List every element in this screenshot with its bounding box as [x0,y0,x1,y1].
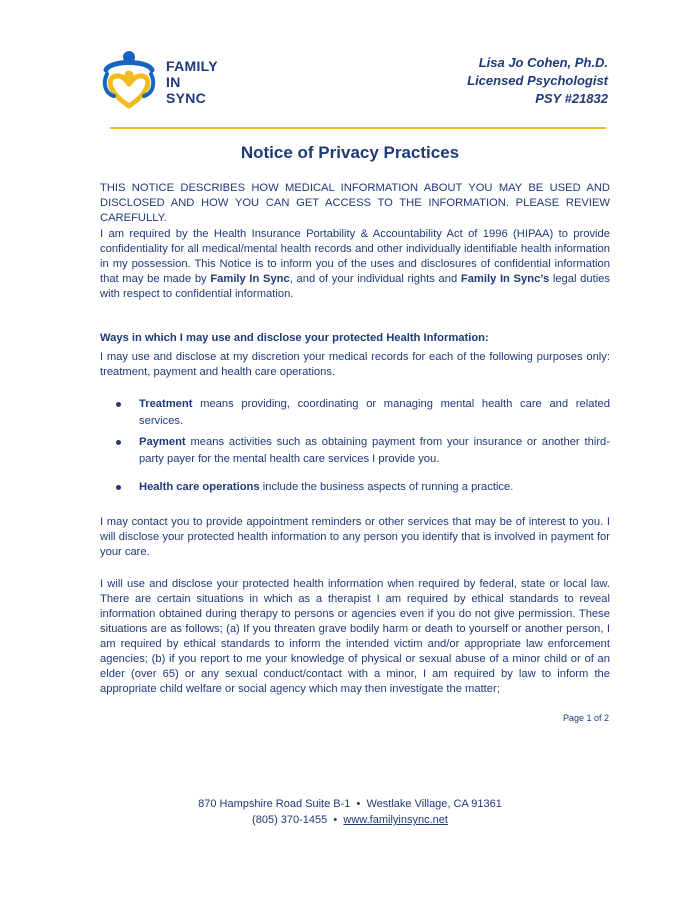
list-item-term: Payment [139,436,186,448]
bullet-icon [116,485,121,490]
bullet-icon [116,440,121,445]
logo-line-1: FAMILY [166,58,218,74]
purpose-paragraph: I may use and disclose at my discretion your medical records for each of the following purposes only: treatment, payment and health care operations. [100,351,610,378]
list-item-text: include the business aspects of running a practice. [259,481,514,493]
footer-phone: (805) 370-1455 [252,814,328,826]
footer-address-line [0,796,700,812]
hipaa-text-2: , and of your individual rights and [289,273,461,285]
provider-name: Lisa Jo Cohen, Ph.D. [478,55,608,70]
family-in-sync-logo [100,50,240,112]
provider-title: Licensed Psychologist [467,73,608,88]
provider-info [467,54,608,108]
page-number: Page 1 of 2 [562,713,609,723]
family-heart-logo-icon [100,50,162,112]
section-heading: Ways in which I may use and disclose your protected Health Information: [100,332,489,344]
list-item-text: means providing, coordinating or managing mental health care and related services. [139,398,610,427]
provider-license: PSY #21832 [535,91,608,106]
purpose-list [112,396,610,496]
notice-statement: THIS NOTICE DESCRIBES HOW MEDICAL INFORMATION ABOUT YOU MAY BE USED AND DISCLOSED AND HOW YOU CAN GET ACCESS TO THE INFORMATION. PLEASE REVIEW CAREFULLY. [100,182,610,224]
list-item [112,396,610,434]
footer-separator: • [356,798,361,810]
website-link[interactable]: www.familyinsync.net [343,814,448,826]
disclosure-paragraph: I will use and disclose your protected health information when required by federal, state or local law. There are certain situations in which as a therapist I am required by ethical standards to reveal information obtained during therapy to persons or agencies even if you do not give permission. These situations are as follows; (a) If you threaten grave bodily harm or death to yourself or another person, I am required by ethical standards to inform the intended victim and/or appropriate law enforcement agencies; (b) if you report to me your knowledge of physical or sexual abuse of a minor child or of an elder (over 65) or any sexual conduct/contact with a minor, I am required by law to inform the appropriate child welfare or social agency which may then investigate the matter; [100,578,610,695]
list-item [112,434,610,479]
logo-line-2: IN [166,74,181,90]
page-footer [0,796,700,828]
page-title: Notice of Privacy Practices [240,143,460,162]
footer-address: 870 Hampshire Road Suite B-1 [198,798,351,810]
footer-separator: • [333,814,338,826]
list-item-text: means activities such as obtaining payment from your insurance or another third-party payer for the mental health care services I provide you. [139,436,610,465]
list-item-term: Health care operations [139,481,260,493]
logo-line-3: SYNC [166,90,207,106]
logo-wordmark [166,58,218,106]
list-item-term: Treatment [139,398,193,410]
contact-paragraph: I may contact you to provide appointment reminders or other services that may be of interest to you. I will disclose your protected health information to any person you identify that is involved in payment for your care. [100,516,610,558]
bullet-icon [116,402,121,407]
list-item [112,479,610,496]
hipaa-bold-2: Family In Sync’s [460,273,550,285]
footer-city: Westlake Village, CA 91361 [366,798,502,810]
footer-contact-line [0,812,700,828]
hipaa-bold-1: Family In Sync [210,273,290,285]
hipaa-paragraph [100,227,610,302]
header-divider [110,127,606,129]
hipaa-text-3: legal duties with respect to confidential information. [100,273,610,300]
hipaa-text-1: I am required by the Health Insurance Portability & Accountability Act of 1996 (HIPAA) to provide confidentiality for all medical/mental health records and other individually identifiable health information in my possession. This Notice is to inform you of the uses and disclosures of confidential information that may be made by [100,228,610,285]
